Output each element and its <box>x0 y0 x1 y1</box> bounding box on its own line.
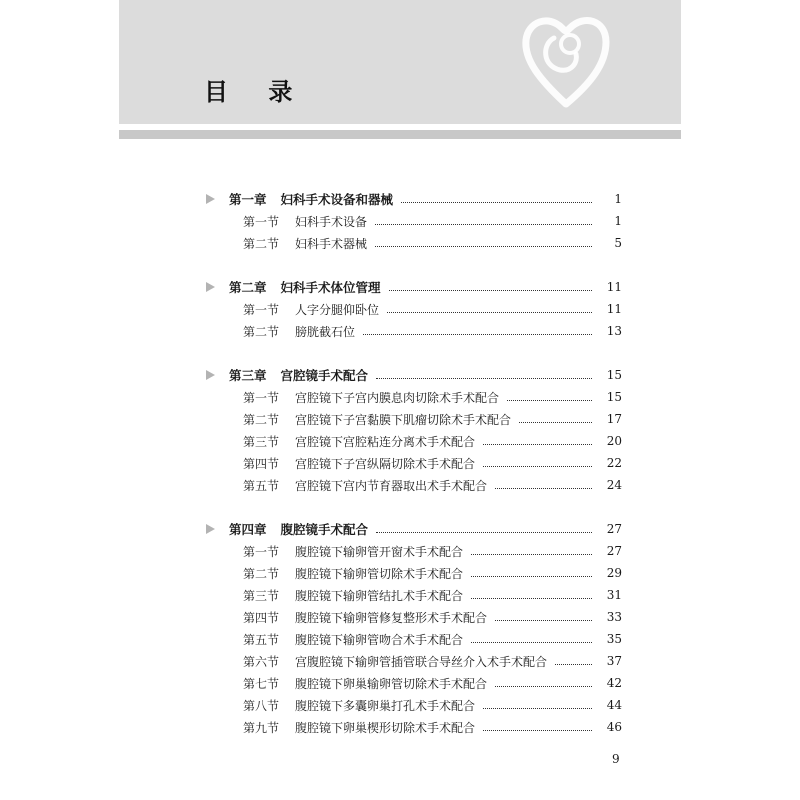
section-title: 宫腔镜下子宫纵隔切除术手术配合 <box>295 456 476 471</box>
leader-dots <box>375 246 592 247</box>
leader-dots <box>495 620 592 621</box>
section-row[interactable] <box>0 320 800 342</box>
section-title: 腹腔镜下输卵管修复整形术手术配合 <box>295 610 488 625</box>
page-ref: 15 <box>606 390 622 404</box>
leader-dots <box>389 290 592 291</box>
section-number: 第一节 <box>243 544 280 559</box>
chapter-title: 妇科手术体位管理 <box>280 280 381 295</box>
page-ref: 5 <box>614 236 622 250</box>
chapter-number: 第一章 <box>229 192 267 207</box>
section-title: 腹腔镜下输卵管吻合术手术配合 <box>295 632 464 647</box>
section-title: 宫腹腔镜下输卵管插管联合导丝介入术手术配合 <box>295 654 548 669</box>
section-number: 第八节 <box>243 698 280 713</box>
page-ref: 11 <box>606 302 622 316</box>
leader-dots <box>387 312 592 313</box>
table-of-contents <box>0 188 800 760</box>
section-title: 腹腔镜下多囊卵巢打孔术手术配合 <box>295 698 476 713</box>
page-ref: 27 <box>606 522 622 536</box>
page-ref: 29 <box>606 566 622 580</box>
leader-dots <box>375 224 592 225</box>
section-title: 宫腔镜下宫腔粘连分离术手术配合 <box>295 434 476 449</box>
page-ref: 42 <box>606 676 622 690</box>
section-row[interactable] <box>0 650 800 672</box>
section-title: 腹腔镜下卵巢输卵管切除术手术配合 <box>295 676 488 691</box>
section-row[interactable] <box>0 540 800 562</box>
section-number: 第二节 <box>243 412 280 427</box>
section-number: 第四节 <box>243 456 280 471</box>
page-ref: 11 <box>606 280 622 294</box>
page-number: 9 <box>612 752 620 766</box>
leader-dots <box>401 202 592 203</box>
section-title: 宫腔镜下子宫黏膜下肌瘤切除术手术配合 <box>295 412 512 427</box>
section-number: 第七节 <box>243 676 280 691</box>
chapter-number: 第四章 <box>229 522 267 537</box>
section-title: 妇科手术设备 <box>295 214 368 229</box>
section-number: 第四节 <box>243 610 280 625</box>
page-ref: 1 <box>614 192 622 206</box>
leader-dots <box>483 730 592 731</box>
page-ref: 20 <box>606 434 622 448</box>
page-ref: 44 <box>606 698 622 712</box>
leader-dots <box>376 532 592 533</box>
chapter-marker-icon <box>206 524 215 534</box>
section-row[interactable] <box>0 628 800 650</box>
leader-dots <box>483 466 592 467</box>
leader-dots <box>471 598 592 599</box>
section-row[interactable] <box>0 474 800 496</box>
section-number: 第一节 <box>243 214 280 229</box>
chapter-2 <box>0 276 800 342</box>
section-title: 腹腔镜下输卵管结扎术手术配合 <box>295 588 464 603</box>
section-row[interactable] <box>0 210 800 232</box>
section-title: 妇科手术器械 <box>295 236 368 251</box>
chapter-marker-icon <box>206 194 215 204</box>
page-ref: 46 <box>606 720 622 734</box>
page-ref: 17 <box>606 412 622 426</box>
section-row[interactable] <box>0 298 800 320</box>
chapter-title: 妇科手术设备和器械 <box>280 192 394 207</box>
section-number: 第五节 <box>243 632 280 647</box>
chapter-1 <box>0 188 800 254</box>
leader-dots <box>483 444 592 445</box>
leader-dots <box>471 642 592 643</box>
page-ref: 1 <box>614 214 622 228</box>
page-ref: 27 <box>606 544 622 558</box>
leader-dots <box>507 400 592 401</box>
leader-dots <box>495 686 592 687</box>
chapter-title: 宫腔镜手术配合 <box>280 368 369 383</box>
page-title: 目 录 <box>204 78 309 106</box>
page-ref: 35 <box>606 632 622 646</box>
section-number: 第三节 <box>243 588 280 603</box>
page-ref: 31 <box>606 588 622 602</box>
chapter-marker-icon <box>206 370 215 380</box>
page-ref: 33 <box>606 610 622 624</box>
leader-dots <box>519 422 592 423</box>
chapter-title: 腹腔镜手术配合 <box>280 522 369 537</box>
section-row[interactable] <box>0 452 800 474</box>
chapter-4 <box>0 518 800 738</box>
section-number: 第二节 <box>243 236 280 251</box>
section-number: 第二节 <box>243 324 280 339</box>
chapter-3 <box>0 364 800 496</box>
section-title: 宫腔镜下子宫内膜息肉切除术手术配合 <box>295 390 500 405</box>
section-title: 腹腔镜下卵巢楔形切除术手术配合 <box>295 720 476 735</box>
section-number: 第一节 <box>243 302 280 317</box>
section-row[interactable] <box>0 672 800 694</box>
chapter-number: 第三章 <box>229 368 267 383</box>
leader-dots <box>471 554 592 555</box>
section-row[interactable] <box>0 232 800 254</box>
section-row[interactable] <box>0 562 800 584</box>
section-row[interactable] <box>0 584 800 606</box>
page-ref: 22 <box>606 456 622 470</box>
section-row[interactable] <box>0 408 800 430</box>
section-row[interactable] <box>0 716 800 738</box>
section-number: 第一节 <box>243 390 280 405</box>
section-row[interactable] <box>0 606 800 628</box>
section-number: 第三节 <box>243 434 280 449</box>
section-number: 第二节 <box>243 566 280 581</box>
leader-dots <box>555 664 592 665</box>
header-divider-stripe <box>119 130 681 139</box>
section-title: 膀胱截石位 <box>295 324 356 339</box>
page-ref: 24 <box>606 478 622 492</box>
section-title: 腹腔镜下输卵管切除术手术配合 <box>295 566 464 581</box>
section-number: 第九节 <box>243 720 280 735</box>
chapter-row[interactable] <box>0 364 800 386</box>
section-title: 宫腔镜下宫内节育器取出术手术配合 <box>295 478 488 493</box>
leader-dots <box>495 488 592 489</box>
chapter-marker-icon <box>206 282 215 292</box>
chapter-row[interactable] <box>0 276 800 298</box>
leader-dots <box>483 708 592 709</box>
chapter-row[interactable] <box>0 188 800 210</box>
chapter-number: 第二章 <box>229 280 267 295</box>
leader-dots <box>376 378 592 379</box>
page-ref: 13 <box>606 324 622 338</box>
section-title: 腹腔镜下输卵管开窗术手术配合 <box>295 544 464 559</box>
section-row[interactable] <box>0 386 800 408</box>
section-number: 第五节 <box>243 478 280 493</box>
section-title: 人字分腿仰卧位 <box>295 302 380 317</box>
section-row[interactable] <box>0 694 800 716</box>
section-row[interactable] <box>0 430 800 452</box>
leader-dots <box>471 576 592 577</box>
page-ref: 15 <box>606 368 622 382</box>
page-ref: 37 <box>606 654 622 668</box>
chapter-row[interactable] <box>0 518 800 540</box>
section-number: 第六节 <box>243 654 280 669</box>
heart-logo-icon <box>520 8 612 110</box>
leader-dots <box>363 334 592 335</box>
